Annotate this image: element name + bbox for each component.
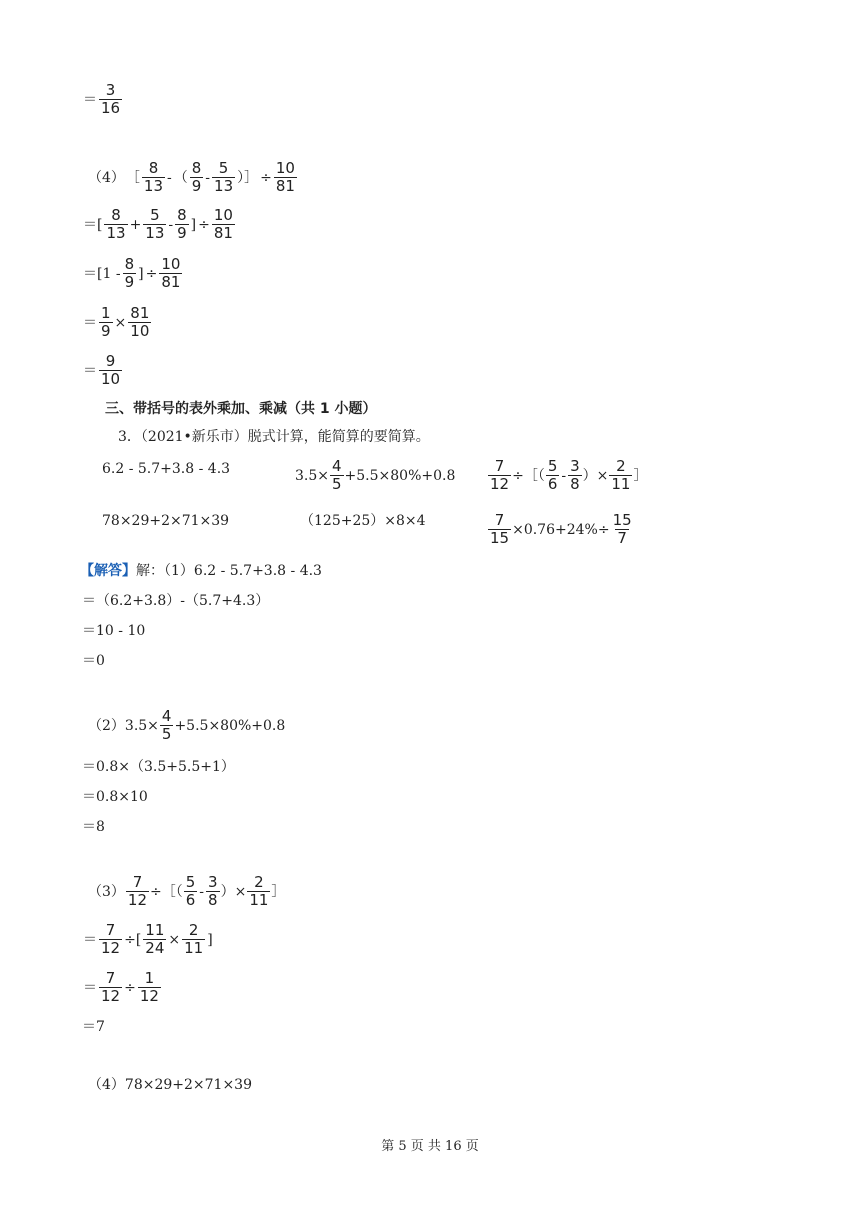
fraction: 8 9 (191, 159, 202, 195)
step-line: ＝0.8×10 (82, 789, 148, 805)
expression-1: 6.2 - 5.7+3.8 - 4.3 (102, 461, 231, 477)
fraction: 5 6 (185, 873, 196, 909)
step-line: ＝ $\frac{1}{9}$ × $\frac{81}{10}$ (83, 304, 150, 340)
equals-sign: ＝ (83, 91, 97, 108)
answer-heading: 【解答】 解：（1）6.2 - 5.7+3.8 - 4.3 (80, 563, 322, 579)
section-title: 三、带括号的表外乘加、乘减（共 1 小题） (105, 401, 377, 417)
step-line: ＝ $\frac{7}{12}$ ÷ $\frac{1}{12}$ (83, 969, 159, 1005)
problem-4-heading: （4） ［ 8 13 - （ 8 9 - 5 13 ）］ ÷ $\frac{10}{81}$ (88, 159, 295, 195)
page-footer: 第 5 页 共 16 页 (381, 1139, 479, 1154)
expression-4: 78×29+2×71×39 (102, 513, 230, 529)
fraction: 8 13 (143, 159, 164, 195)
step-line: ＝0 (82, 653, 105, 669)
fraction: 8 13 (106, 206, 126, 242)
fraction: $\frac{81}{10}$ (130, 304, 150, 340)
expression-6: $\frac{7}{15}$ ×0.76+24%÷ $\frac{15}{7}$ (490, 511, 632, 547)
answer-3-heading: （3） $\frac{7}{12}$ ÷［（ 5 6 - 3 8 ）× $\frac{2}{11}$ ］ (88, 873, 286, 909)
step-line: ＝ $\frac{7}{12}$ ÷[ $\frac{11}{24}$ × $\frac{2}{11}$ ] (83, 921, 213, 957)
fraction: $\frac{2}{11}$ (184, 921, 204, 957)
expression-2: 3.5× $\frac{4}{5}$ +5.5×80%+0.8 (295, 457, 456, 493)
fraction: $\frac{1}{12}$ (139, 969, 159, 1005)
expression-5: （125+25）×8×4 (300, 513, 426, 529)
fraction: $\frac{7}{12}$ (490, 457, 510, 493)
fraction: 8 9 (177, 206, 187, 242)
answer-tag: 【解答】 (80, 563, 136, 579)
step-line: ＝7 (82, 1019, 105, 1035)
fraction: 8 9 (124, 255, 135, 291)
fraction: $\frac{10}{81}$ (275, 159, 295, 195)
fraction: $\frac{2}{11}$ (249, 873, 269, 909)
step-line: ＝（6.2+3.8）-（5.7+4.3） (82, 593, 270, 609)
answer-4-heading: （4）78×29+2×71×39 (88, 1077, 252, 1093)
fraction: $\frac{15}{7}$ (612, 511, 632, 547)
fraction: 3 16 (101, 81, 121, 117)
step-line: ＝[ 8 13 + $\frac{5}{13}$ - 8 9 ] ÷ $\frac{10}{81}$ (83, 206, 233, 242)
step-line: ＝8 (82, 819, 105, 835)
fraction: $\frac{4}{5}$ (161, 707, 172, 743)
fraction: $\frac{7}{15}$ (490, 511, 510, 547)
fraction: $\frac{7}{12}$ (127, 873, 148, 909)
fraction: $\frac{5}{13}$ (145, 206, 165, 242)
step-line: ＝10 - 10 (82, 623, 146, 639)
fraction: 5 6 (547, 457, 558, 493)
fraction: $\frac{10}{81}$ (213, 206, 233, 242)
fraction: $\frac{4}{5}$ (332, 457, 342, 493)
question-stem: 3．（2021•新乐市）脱式计算，能简算的要简算。 (118, 429, 430, 445)
fraction: $\frac{7}{12}$ (101, 921, 121, 957)
expression-3: $\frac{7}{12}$ ÷［（ 5 6 - 3 8 ）× $\frac{2}{11}$ ］ (490, 457, 648, 493)
step-line (82, 82, 123, 117)
fraction: 9 10 (101, 352, 121, 388)
fraction: $\frac{10}{81}$ (161, 255, 181, 291)
fraction: $\frac{1}{9}$ (101, 304, 111, 340)
step-line: ＝ 9 10 (83, 352, 121, 388)
step-line: ＝0.8×（3.5+5.5+1） (82, 759, 235, 775)
fraction: $\frac{7}{12}$ (101, 969, 121, 1005)
answer-2-heading: （2）3.5× $\frac{4}{5}$ +5.5×80%+0.8 (88, 707, 286, 743)
fraction: $\frac{11}{24}$ (145, 921, 165, 957)
fraction: $\frac{2}{11}$ (611, 457, 631, 493)
step-line: ＝[1 - 8 9 ] ÷ $\frac{10}{81}$ (83, 255, 181, 291)
fraction: 3 8 (208, 873, 218, 909)
fraction: 3 8 (570, 457, 580, 493)
fraction: 5 13 (214, 159, 234, 195)
